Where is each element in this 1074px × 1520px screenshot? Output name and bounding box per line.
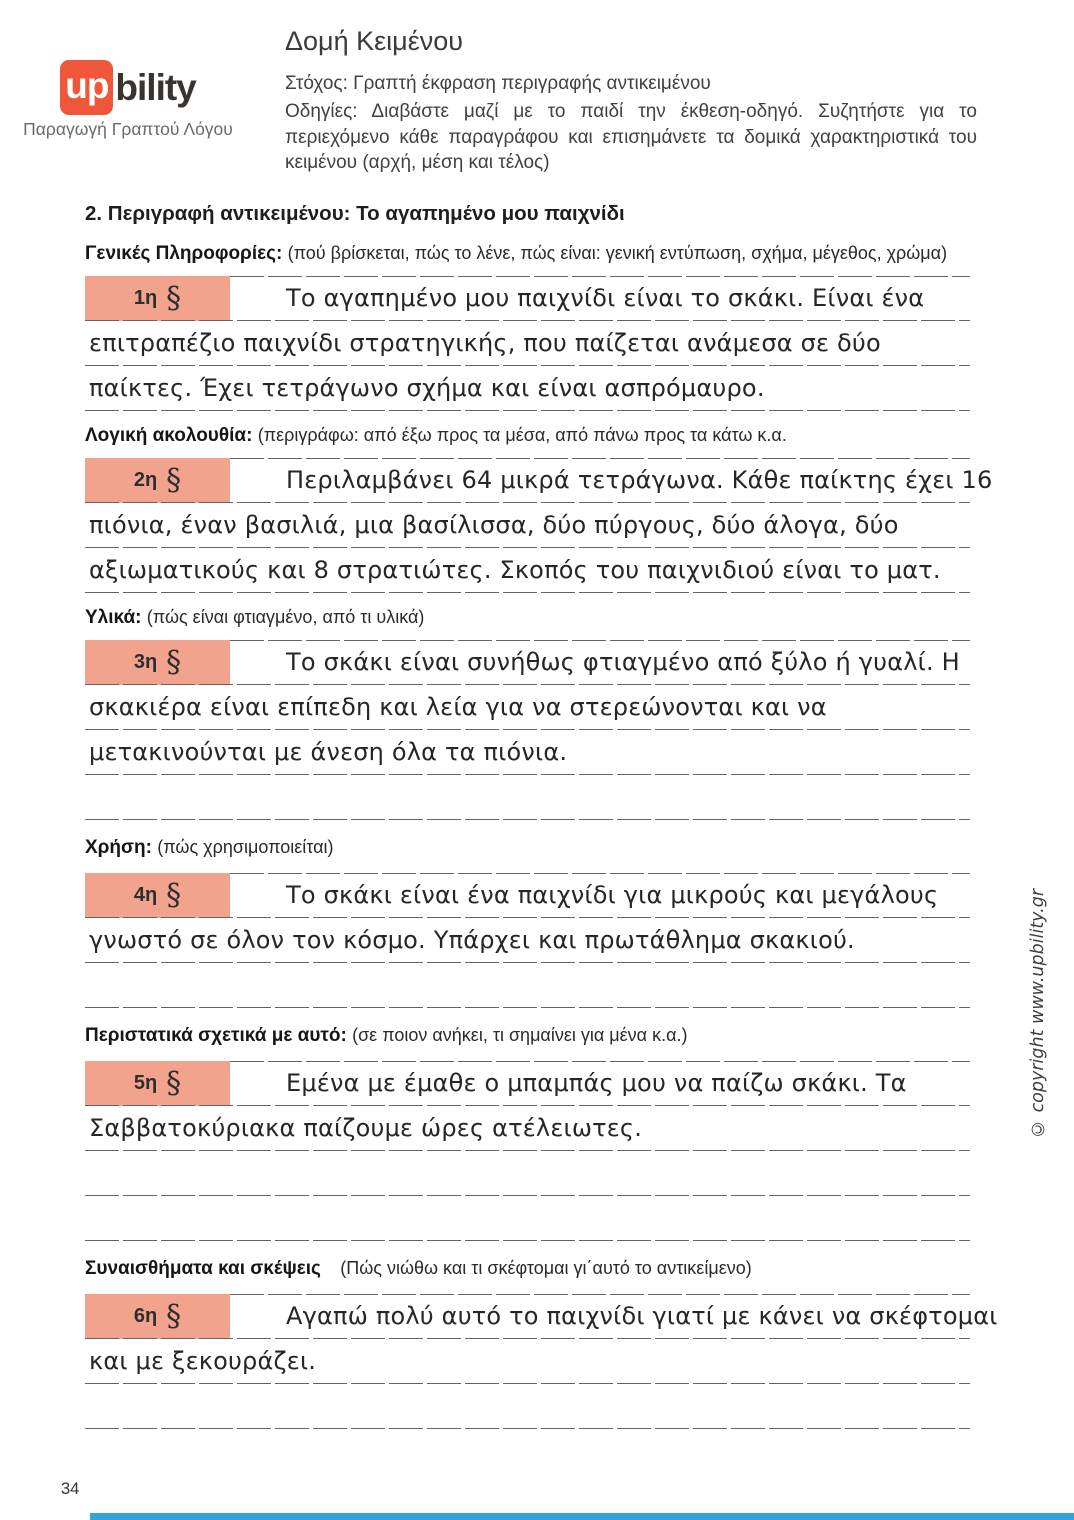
- field-label: Υλικά:: [85, 607, 142, 628]
- ruled-line-row: [85, 685, 970, 730]
- ruled-line-row: [85, 1384, 970, 1429]
- logo-up-badge: up: [60, 60, 113, 115]
- field-heading-usage: [85, 835, 970, 860]
- field-heading-general-info: [85, 241, 970, 266]
- field-label: Περιστατικά σχετικά με αυτό:: [85, 1025, 347, 1046]
- handwriting-line: Περιλαμβάνει 64 μικρά τετράγωνα. Κάθε παίκτης έχει 16: [286, 466, 993, 494]
- ruled-line-row: [85, 963, 970, 1008]
- paragraph-number: 6η: [133, 1305, 158, 1327]
- ruled-line-row: [85, 458, 993, 503]
- field-hint: (πού βρίσκεται, πώς το λένε, πώς είναι: γενική εντύπωση, σχήμα, μέγεθος, χρώμα): [287, 243, 948, 263]
- ruled-line-row: [85, 1151, 970, 1196]
- handwriting-line: παίκτες. Έχει τετράγωνο σχήμα και είναι ασπρόμαυρο.: [89, 374, 765, 402]
- goal-line: Στόχος: Γραπτή έκφραση περιγραφής αντικειμένου: [285, 73, 711, 94]
- ruled-line-row: [85, 640, 970, 685]
- section-sign-icon: §: [166, 1298, 182, 1334]
- paragraph-number: 1η: [133, 287, 158, 309]
- field-hint: (περιγράφω: από έξω προς τα μέσα, από πάνω προς τα κάτω κ.α.: [257, 425, 787, 445]
- section-sign-icon: §: [166, 280, 182, 316]
- ruled-line-row: [85, 548, 970, 593]
- handwriting-line: και με ξεκουράζει.: [89, 1347, 317, 1375]
- ruled-line-row: [85, 873, 970, 918]
- field-hint: (Πώς νιώθω και τι σκέφτομαι γι΄αυτό το αντικείμενο): [340, 1258, 752, 1278]
- header-text-block: [285, 26, 977, 176]
- paragraph-block-6: [85, 1294, 998, 1429]
- field-hint: (σε ποιον ανήκει, τι σημαίνει για μένα κ.α.): [352, 1025, 688, 1045]
- field-label: Γενικές Πληροφορίες:: [85, 243, 283, 264]
- handwriting-line: μετακινούνται με άνεση όλα τα πιόνια.: [89, 738, 568, 766]
- ruled-line-row: [85, 321, 970, 366]
- footer-accent-bar: [90, 1513, 1074, 1520]
- paragraph-number: 5η: [133, 1072, 158, 1094]
- section-sign-icon: §: [166, 877, 182, 913]
- handwriting-line: επιτραπέζιο παιχνίδι στρατηγικής, που παίζεται ανάμεσα σε δύο: [89, 329, 881, 357]
- handwriting-line: σκακιέρα είναι επίπεδη και λεία για να στερεώνονται και να: [89, 693, 827, 721]
- ruled-line-row: [85, 1294, 998, 1339]
- paragraph-badge: [85, 1294, 230, 1339]
- copyright-sidebar: © copyright www.upbility.gr: [1028, 888, 1048, 1138]
- field-heading-materials: [85, 605, 970, 630]
- ruled-line-row: [85, 918, 970, 963]
- field-heading-incidents: [85, 1023, 970, 1048]
- logo-bility-text: bility: [115, 66, 196, 108]
- paragraph-block-5: [85, 1061, 970, 1241]
- ruled-line-row: [85, 1196, 970, 1241]
- worksheet-content: [85, 202, 998, 1429]
- section-sign-icon: §: [166, 1065, 182, 1101]
- instructions-text: Οδηγίες: Διαβάστε μαζί με το παιδί την έκθεση-οδηγό. Συζητήστε για το περιεχόμενο κάθε παραγράφου και επισημάνετε τα δομικά χαρακτηριστικά του κειμένου (αρχή, μέση και τέλος): [285, 101, 977, 173]
- paragraph-badge: [85, 640, 230, 685]
- ruled-line-row: [85, 1339, 970, 1384]
- handwriting-line: Το σκάκι είναι ένα παιχνίδι για μικρούς και μεγάλους: [286, 881, 939, 909]
- page-number: 34: [61, 1480, 80, 1498]
- ruled-line-row: [85, 276, 970, 321]
- paragraph-block-2: [85, 458, 993, 593]
- handwriting-line: Το σκάκι είναι συνήθως φτιαγμένο από ξύλο ή γυαλί. Η: [286, 648, 960, 676]
- section-title: 2. Περιγραφή αντικειμένου: Το αγαπημένο μου παιχνίδι: [85, 202, 625, 225]
- page-title: Δομή Κειμένου: [285, 26, 464, 56]
- ruled-line-row: [85, 1106, 970, 1151]
- handwriting-line: Αγαπώ πολύ αυτό το παιχνίδι γιατί με κάνει να σκέφτομαι: [286, 1302, 998, 1330]
- paragraph-badge: [85, 1061, 230, 1106]
- ruled-line-row: [85, 775, 970, 820]
- handwriting-line: Το αγαπημένο μου παιχνίδι είναι το σκάκι. Είναι ένα: [286, 284, 925, 312]
- field-label: Λογική ακολουθία:: [85, 425, 253, 446]
- paragraph-block-1: [85, 276, 970, 411]
- handwriting-line: Εμένα με έμαθε ο μπαμπάς μου να παίζω σκάκι. Τα: [286, 1069, 907, 1097]
- ruled-line-row: [85, 503, 970, 548]
- handwriting-line: Σαββατοκύριακα παίζουμε ώρες ατέλειωτες.: [89, 1114, 643, 1142]
- field-hint: (πώς είναι φτιαγμένο, από τι υλικά): [146, 607, 425, 627]
- paragraph-block-4: [85, 873, 970, 1008]
- ruled-line-row: [85, 1061, 970, 1106]
- paragraph-number: 2η: [133, 469, 158, 491]
- paragraph-number: 4η: [133, 884, 158, 906]
- field-label: Χρήση:: [85, 837, 152, 858]
- handwriting-line: αξιωματικούς και 8 στρατιώτες. Σκοπός του παιχνιδιού είναι το ματ.: [89, 556, 941, 584]
- field-heading-feelings: [85, 1256, 970, 1281]
- section-sign-icon: §: [166, 462, 182, 498]
- handwriting-line: πιόνια, έναν βασιλιά, μια βασίλισσα, δύο πύργους, δύο άλογα, δύο: [89, 511, 899, 539]
- paragraph-block-3: [85, 640, 970, 820]
- field-hint: (πώς χρησιμοποιείται): [157, 837, 334, 857]
- logo-wordmark: [60, 60, 196, 115]
- paragraph-badge: [85, 458, 230, 503]
- section-sign-icon: §: [166, 644, 182, 680]
- paragraph-badge: [85, 276, 230, 321]
- paragraph-number: 3η: [133, 651, 158, 673]
- logo-tagline: Παραγωγή Γραπτού Λόγου: [23, 119, 233, 139]
- handwriting-line: γνωστό σε όλον τον κόσμο. Υπάρχει και πρωτάθλημα σκακιού.: [89, 926, 855, 954]
- paragraph-badge: [85, 873, 230, 918]
- field-heading-logical-order: [85, 423, 970, 448]
- ruled-line-row: [85, 730, 970, 775]
- ruled-line-row: [85, 366, 970, 411]
- logo: [22, 60, 234, 140]
- field-label: Συναισθήματα και σκέψεις: [85, 1258, 321, 1279]
